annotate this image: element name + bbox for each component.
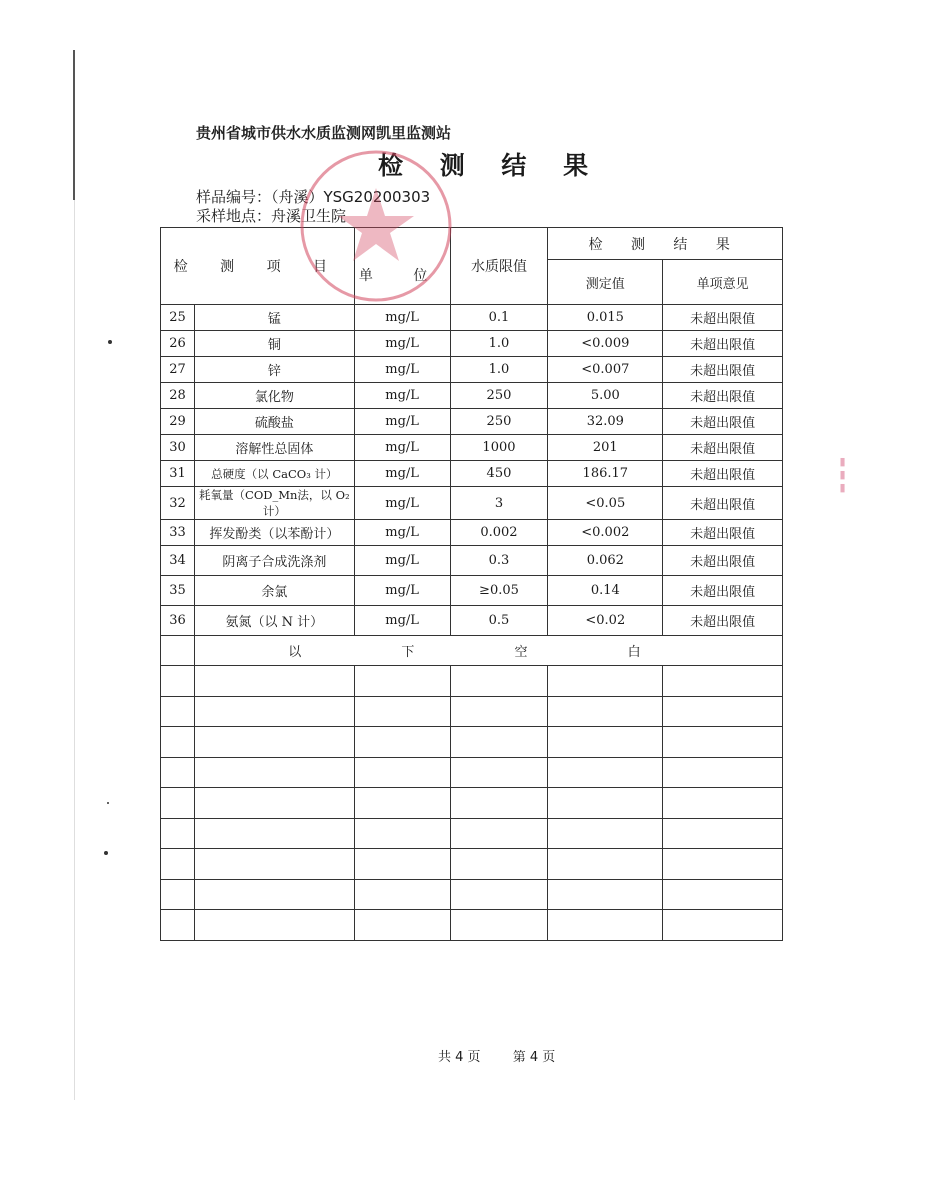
empty-cell	[161, 636, 195, 666]
empty-row	[161, 849, 783, 880]
empty-row	[161, 666, 783, 697]
empty-cell	[194, 696, 354, 727]
empty-cell	[161, 879, 195, 910]
limit-cell: 1000	[450, 435, 548, 461]
unit-cell: mg/L	[354, 305, 450, 331]
empty-cell	[161, 757, 195, 788]
opinion-cell: 未超出限值	[663, 305, 783, 331]
empty-cell	[450, 818, 548, 849]
blank-note-row	[161, 636, 783, 666]
document-title: 检 测 结 果	[378, 151, 603, 180]
header-measured: 测定值	[548, 260, 663, 305]
opinion-cell: 未超出限值	[663, 461, 783, 487]
unit-cell: mg/L	[354, 606, 450, 636]
empty-cell	[354, 788, 450, 819]
item-name: 溶解性总固体	[194, 435, 354, 461]
empty-cell	[663, 879, 783, 910]
opinion-cell: 未超出限值	[663, 409, 783, 435]
scan-edge-faint	[74, 200, 75, 1100]
unit-cell: mg/L	[354, 576, 450, 606]
empty-cell	[161, 727, 195, 758]
scan-edge	[73, 50, 75, 200]
limit-cell: 250	[450, 383, 548, 409]
row-number: 35	[161, 576, 195, 606]
row-number: 28	[161, 383, 195, 409]
empty-cell	[663, 849, 783, 880]
opinion-cell: 未超出限值	[663, 520, 783, 546]
empty-cell	[663, 788, 783, 819]
empty-cell	[548, 818, 663, 849]
measured-value: 0.015	[548, 305, 663, 331]
empty-cell	[194, 879, 354, 910]
sample-id: 样品编号：（舟溪）YSG20200303	[196, 188, 431, 206]
empty-cell	[194, 727, 354, 758]
item-name: 耗氧量（COD_Mn法，以 O₂计）	[194, 487, 354, 520]
unit-cell: mg/L	[354, 546, 450, 576]
empty-row	[161, 788, 783, 819]
empty-cell	[548, 666, 663, 697]
empty-cell	[450, 757, 548, 788]
limit-cell: 1.0	[450, 331, 548, 357]
limit-cell: 3	[450, 487, 548, 520]
table-row	[161, 435, 783, 461]
limit-cell: 450	[450, 461, 548, 487]
empty-cell	[663, 910, 783, 941]
page-number: 第 4 页	[512, 1050, 556, 1065]
empty-cell	[354, 818, 450, 849]
row-number: 33	[161, 520, 195, 546]
page-footer	[438, 1046, 583, 1065]
empty-cell	[450, 879, 548, 910]
empty-cell	[354, 879, 450, 910]
unit-cell: mg/L	[354, 487, 450, 520]
empty-row	[161, 818, 783, 849]
unit-cell: mg/L	[354, 520, 450, 546]
unit-cell: mg/L	[354, 357, 450, 383]
table-row	[161, 409, 783, 435]
opinion-cell: 未超出限值	[663, 606, 783, 636]
empty-cell	[663, 727, 783, 758]
empty-cell	[548, 910, 663, 941]
total-pages: 共 4 页	[438, 1050, 481, 1065]
empty-cell	[194, 757, 354, 788]
empty-cell	[450, 788, 548, 819]
empty-cell	[663, 818, 783, 849]
empty-row	[161, 696, 783, 727]
measured-value: <0.009	[548, 331, 663, 357]
empty-cell	[548, 757, 663, 788]
opinion-cell: 未超出限值	[663, 357, 783, 383]
table-header-row	[161, 228, 783, 260]
empty-cell	[663, 666, 783, 697]
item-name: 氨氮（以 N 计）	[194, 606, 354, 636]
table-row	[161, 487, 783, 520]
empty-cell	[548, 788, 663, 819]
empty-cell	[194, 818, 354, 849]
item-name: 铜	[194, 331, 354, 357]
opinion-cell: 未超出限值	[663, 383, 783, 409]
item-name: 总硬度（以 CaCO₃ 计）	[194, 461, 354, 487]
table-row	[161, 331, 783, 357]
measured-value: 32.09	[548, 409, 663, 435]
scan-dot	[104, 851, 108, 855]
empty-cell	[161, 910, 195, 941]
item-name: 氯化物	[194, 383, 354, 409]
limit-cell: 0.002	[450, 520, 548, 546]
unit-cell: mg/L	[354, 409, 450, 435]
table-row	[161, 546, 783, 576]
empty-row	[161, 910, 783, 941]
header-unit: 单 位	[354, 228, 450, 305]
empty-cell	[354, 696, 450, 727]
empty-cell	[161, 818, 195, 849]
empty-cell	[194, 910, 354, 941]
empty-cell	[450, 666, 548, 697]
row-number: 29	[161, 409, 195, 435]
opinion-cell: 未超出限值	[663, 435, 783, 461]
header-item: 检 测 项 目	[161, 228, 355, 305]
empty-cell	[161, 666, 195, 697]
row-number: 26	[161, 331, 195, 357]
results-table	[160, 227, 783, 941]
empty-cell	[354, 757, 450, 788]
empty-cell	[548, 849, 663, 880]
empty-row	[161, 879, 783, 910]
measured-value: <0.007	[548, 357, 663, 383]
row-number: 30	[161, 435, 195, 461]
table-row	[161, 461, 783, 487]
measured-value: 0.062	[548, 546, 663, 576]
empty-cell	[161, 788, 195, 819]
unit-cell: mg/L	[354, 331, 450, 357]
header-opinion: 单项意见	[663, 260, 783, 305]
measured-value: 201	[548, 435, 663, 461]
empty-cell	[354, 849, 450, 880]
scan-dot	[107, 802, 109, 804]
empty-cell	[450, 696, 548, 727]
empty-cell	[354, 910, 450, 941]
row-number: 27	[161, 357, 195, 383]
empty-row	[161, 757, 783, 788]
unit-cell: mg/L	[354, 435, 450, 461]
organization-name: 贵州省城市供水水质监测网凯里监测站	[196, 124, 452, 142]
limit-cell: 0.1	[450, 305, 548, 331]
measured-value: <0.05	[548, 487, 663, 520]
empty-cell	[663, 696, 783, 727]
measured-value: <0.02	[548, 606, 663, 636]
measured-value: 186.17	[548, 461, 663, 487]
empty-cell	[548, 879, 663, 910]
header-results: 检 测 结 果	[548, 228, 783, 260]
opinion-cell: 未超出限值	[663, 487, 783, 520]
scan-dot	[108, 340, 112, 344]
item-name: 硫酸盐	[194, 409, 354, 435]
header-limit: 水质限值	[450, 228, 548, 305]
empty-row	[161, 727, 783, 758]
opinion-cell: 未超出限值	[663, 576, 783, 606]
row-number: 25	[161, 305, 195, 331]
opinion-cell: 未超出限值	[663, 546, 783, 576]
limit-cell: ≥0.05	[450, 576, 548, 606]
empty-cell	[194, 849, 354, 880]
table-row	[161, 606, 783, 636]
empty-cell	[450, 910, 548, 941]
empty-cell	[194, 666, 354, 697]
limit-cell: 0.5	[450, 606, 548, 636]
empty-cell	[354, 666, 450, 697]
table-row	[161, 520, 783, 546]
item-name: 锰	[194, 305, 354, 331]
measured-value: 5.00	[548, 383, 663, 409]
item-name: 锌	[194, 357, 354, 383]
measured-value: 0.14	[548, 576, 663, 606]
empty-cell	[194, 788, 354, 819]
table-row	[161, 305, 783, 331]
empty-cell	[548, 727, 663, 758]
limit-cell: 1.0	[450, 357, 548, 383]
table-row	[161, 576, 783, 606]
empty-cell	[548, 696, 663, 727]
empty-cell	[161, 849, 195, 880]
unit-cell: mg/L	[354, 461, 450, 487]
empty-cell	[450, 849, 548, 880]
unit-cell: mg/L	[354, 383, 450, 409]
item-name: 余氯	[194, 576, 354, 606]
blank-note: 以 下 空 白	[194, 636, 782, 666]
row-number: 32	[161, 487, 195, 520]
measured-value: <0.002	[548, 520, 663, 546]
opinion-cell: 未超出限值	[663, 331, 783, 357]
empty-cell	[450, 727, 548, 758]
row-number: 36	[161, 606, 195, 636]
item-name: 挥发酚类（以苯酚计）	[194, 520, 354, 546]
limit-cell: 250	[450, 409, 548, 435]
sampling-site: 采样地点：舟溪卫生院	[196, 207, 347, 225]
table-row	[161, 383, 783, 409]
empty-cell	[161, 696, 195, 727]
empty-cell	[354, 727, 450, 758]
row-number: 31	[161, 461, 195, 487]
table-row	[161, 357, 783, 383]
row-number: 34	[161, 546, 195, 576]
empty-cell	[663, 757, 783, 788]
limit-cell: 0.3	[450, 546, 548, 576]
edge-stamp-fragment: ▮▮▮	[836, 455, 849, 494]
item-name: 阴离子合成洗涤剂	[194, 546, 354, 576]
